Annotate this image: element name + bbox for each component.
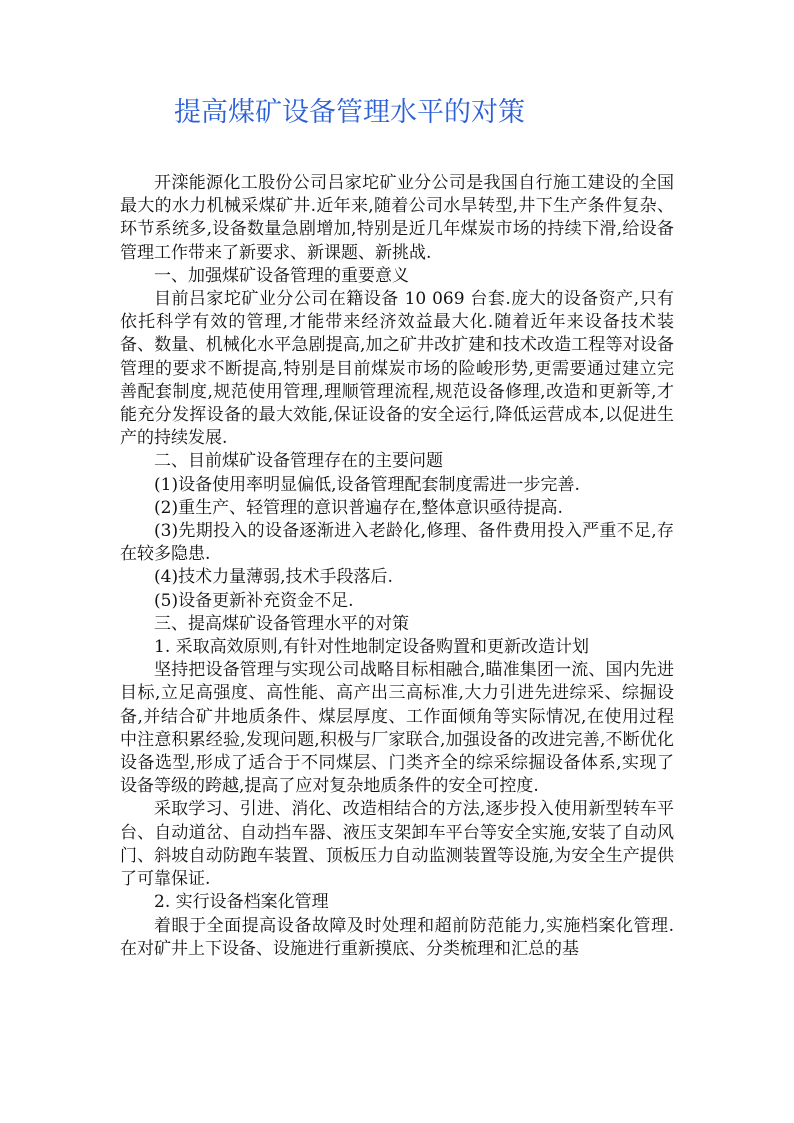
paragraph-intro: 开滦能源化工股份公司吕家坨矿业分公司是我国自行施工建设的全国最大的水力机械采煤矿井.近年来,随着公司水旱转型,井下生产条件复杂、环节系统多,设备数量急剧增加,特别是近几年煤炭市场的持续下滑,给设备管理工作带来了新要求、新课题、新挑战. [120, 173, 674, 263]
problem-item-2: (2)重生产、轻管理的意识普遍存在,整体意识亟待提高. [154, 497, 563, 518]
problem-item-4: (4)技术力量薄弱,技术手段落后. [154, 567, 393, 588]
problem-item-5: (5)设备更新补充资金不足. [154, 590, 354, 611]
document-body [120, 172, 674, 961]
document-title: 提高煤矿设备管理水平的对策 [174, 97, 525, 128]
section-heading-3: 三、提高煤矿设备管理水平的对策 [154, 613, 409, 634]
paragraph-strategy-1: 坚持把设备管理与实现公司战略目标相融合,瞄准集团一流、国内先进目标,立足高强度、高性能、高产出三高标准,大力引进先进综采、综掘设备,并结合矿井地质条件、煤层厚度、工作面倾角等实际情况,在使用过程中注意积累经验,发现问题,积极与厂家联合,加强设备的改进完善,不断优化设备选型,形成了适合于不同煤层、门类齐全的综采综掘设备体系,实现了设备等级的跨越,提高了应对复杂地质条件的安全可控度. [120, 660, 674, 797]
subheading-1: 1. 采取高效原则,有针对性地制定设备购置和更新改造计划 [154, 637, 590, 658]
problem-item-3: (3)先期投入的设备逐渐进入老龄化,修理、备件费用投入严重不足,存在较多隐患. [120, 521, 674, 565]
paragraph-archive: 着眼于全面提高设备故障及时处理和超前防范能力,实施档案化管理.在对矿井上下设备、设施进行重新摸底、分类梳理和汇总的基 [120, 915, 674, 959]
paragraph-strategy-2: 采取学习、引进、消化、改造相结合的方法,逐步投入使用新型转车平台、自动道岔、自动挡车器、液压支架卸车平台等安全实施,安装了自动风门、斜坡自动防跑车装置、顶板压力自动监测装置等设施,为安全生产提供了可靠保证. [120, 799, 674, 890]
subheading-2: 2. 实行设备档案化管理 [154, 892, 329, 913]
paragraph-significance: 目前吕家坨矿业分公司在籍设备 10 069 台套.庞大的设备资产,只有依托科学有效的管理,才能带来经济效益最大化.随着近年来设备技术装备、数量、机械化水平急剧提高,加之矿井改扩建和技术改造工程等对设备管理的要求不断提高,特别是目前煤炭市场的险峻形势,更需要通过建立完善配套制度,规范使用管理,理顺管理流程,规范设备修理,改造和更新等,才能充分发挥设备的最大效能,保证设备的安全运行,降低运营成本,以促进生产的持续发展. [120, 289, 674, 449]
problem-item-1: (1)设备使用率明显偏低,设备管理配套制度需进一步完善. [154, 474, 580, 495]
section-heading-1: 一、加强煤矿设备管理的重要意义 [154, 265, 409, 286]
section-heading-2: 二、目前煤矿设备管理存在的主要问题 [154, 451, 443, 472]
